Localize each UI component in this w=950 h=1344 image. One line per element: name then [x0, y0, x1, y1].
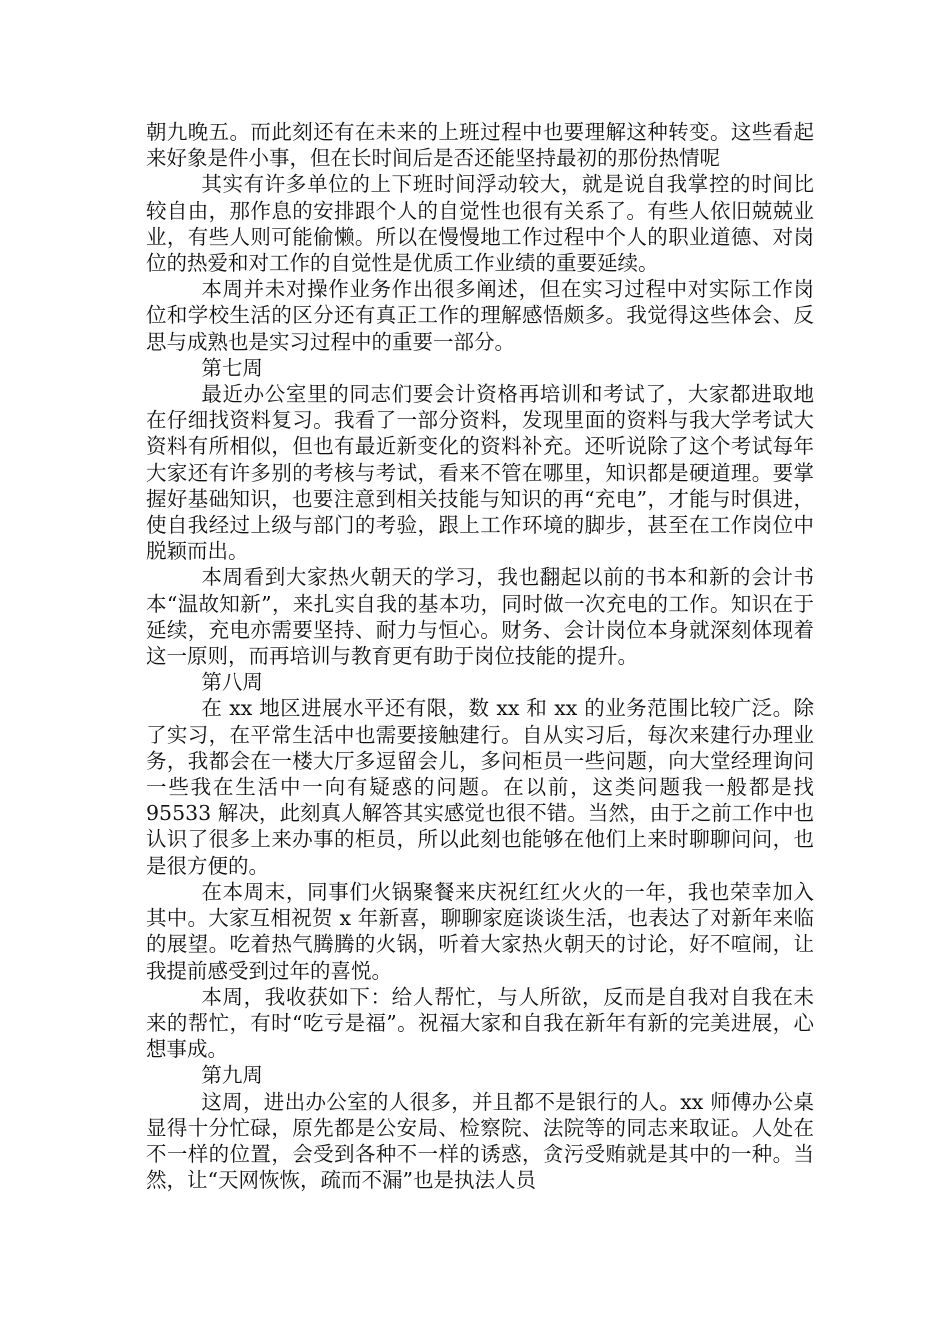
paragraph: 这周，进出办公室的人很多，并且都不是银行的人。xx 师傅办公桌显得十分忙碌，原先都是公安局、检察院、法院等的同志来取证。人处在不一样的位置，会受到各种不一样的诱惑，贪污受贿就是其中的一种。当然，让“天网恢恢，疏而不漏”也是执法人员	[146, 1089, 814, 1193]
paragraph: 最近办公室里的同志们要会计资格再培训和考试了，大家都进取地在仔细找资料复习。我看了一部分资料，发现里面的资料与我大学考试大资料有所相似，但也有最近新变化的资料补充。还听说除了这个考试每年大家还有许多别的考核与考试，看来不管在哪里，知识都是硬道理。要掌握好基础知识，也要注意到相关技能与知识的再“充电”，才能与时俱进，使自我经过上级与部门的考验，跟上工作环境的脚步，甚至在工作岗位中脱颖而出。	[146, 382, 814, 564]
section-heading-week-9: 第九周	[201, 1063, 263, 1088]
paragraph: 本周看到大家热火朝天的学习，我也翻起以前的书本和新的会计书本“温故知新”，来扎实自我的基本功，同时做一次充电的工作。知识在于延续，充电亦需要坚持、耐力与恒心。财务、会计岗位本身就深刻体现着这一原则，而再培训与教育更有助于岗位技能的提升。	[146, 565, 814, 669]
paragraph: 其实有许多单位的上下班时间浮动较大，就是说自我掌控的时间比较自由，那作息的安排跟个人的自觉性也很有关系了。有些人依旧兢兢业业，有些人则可能偷懒。所以在慢慢地工作过程中个人的职业道德、对岗位的热爱和对工作的自觉性是优质工作业绩的重要延续。	[146, 172, 814, 276]
paragraph: 朝九晚五。而此刻还有在未来的上班过程中也要理解这种转变。这些看起来好象是件小事，但在长时间后是否还能坚持最初的那份热情呢	[146, 120, 814, 171]
section-heading-week-7: 第七周	[201, 355, 263, 380]
section-heading-week-8: 第八周	[201, 670, 263, 695]
paragraph: 在 xx 地区进展水平还有限，数 xx 和 xx 的业务范围比较广泛。除了实习，在平常生活中也需要接触建行。自从实习后，每次来建行办理业务，我都会在一楼大厅多逗留会儿，多问柜员一些问题，向大堂经理询问一些我在生活中一向有疑惑的问题。在以前，这类问题我一般都是找 95533 解决，此刻真人解答其实感觉也很不错。当然，由于之前工作中也认识了很多上来办事的柜员，所以此刻也能够在他们上来时聊聊问问，也是很方便的。	[146, 696, 814, 878]
paragraph: 在本周末，同事们火锅聚餐来庆祝红红火火的一年，我也荣幸加入其中。大家互相祝贺 x 年新喜，聊聊家庭谈谈生活，也表达了对新年来临的展望。吃着热气腾腾的火锅，听着大家热火朝天的讨论，好不喧闹，让我提前感受到过年的喜悦。	[146, 879, 814, 983]
paragraph: 本周并未对操作业务作出很多阐述，但在实习过程中对实际工作岗位和学校生活的区分还有真正工作的理解感悟颇多。我觉得这些体会、反思与成熟也是实习过程中的重要一部分。	[146, 277, 814, 354]
paragraph: 本周，我收获如下：给人帮忙，与人所欲，反而是自我对自我在未来的帮忙，有时“吃亏是福”。祝福大家和自我在新年有新的完美进展，心想事成。	[146, 984, 814, 1062]
document-page	[146, 119, 814, 1193]
